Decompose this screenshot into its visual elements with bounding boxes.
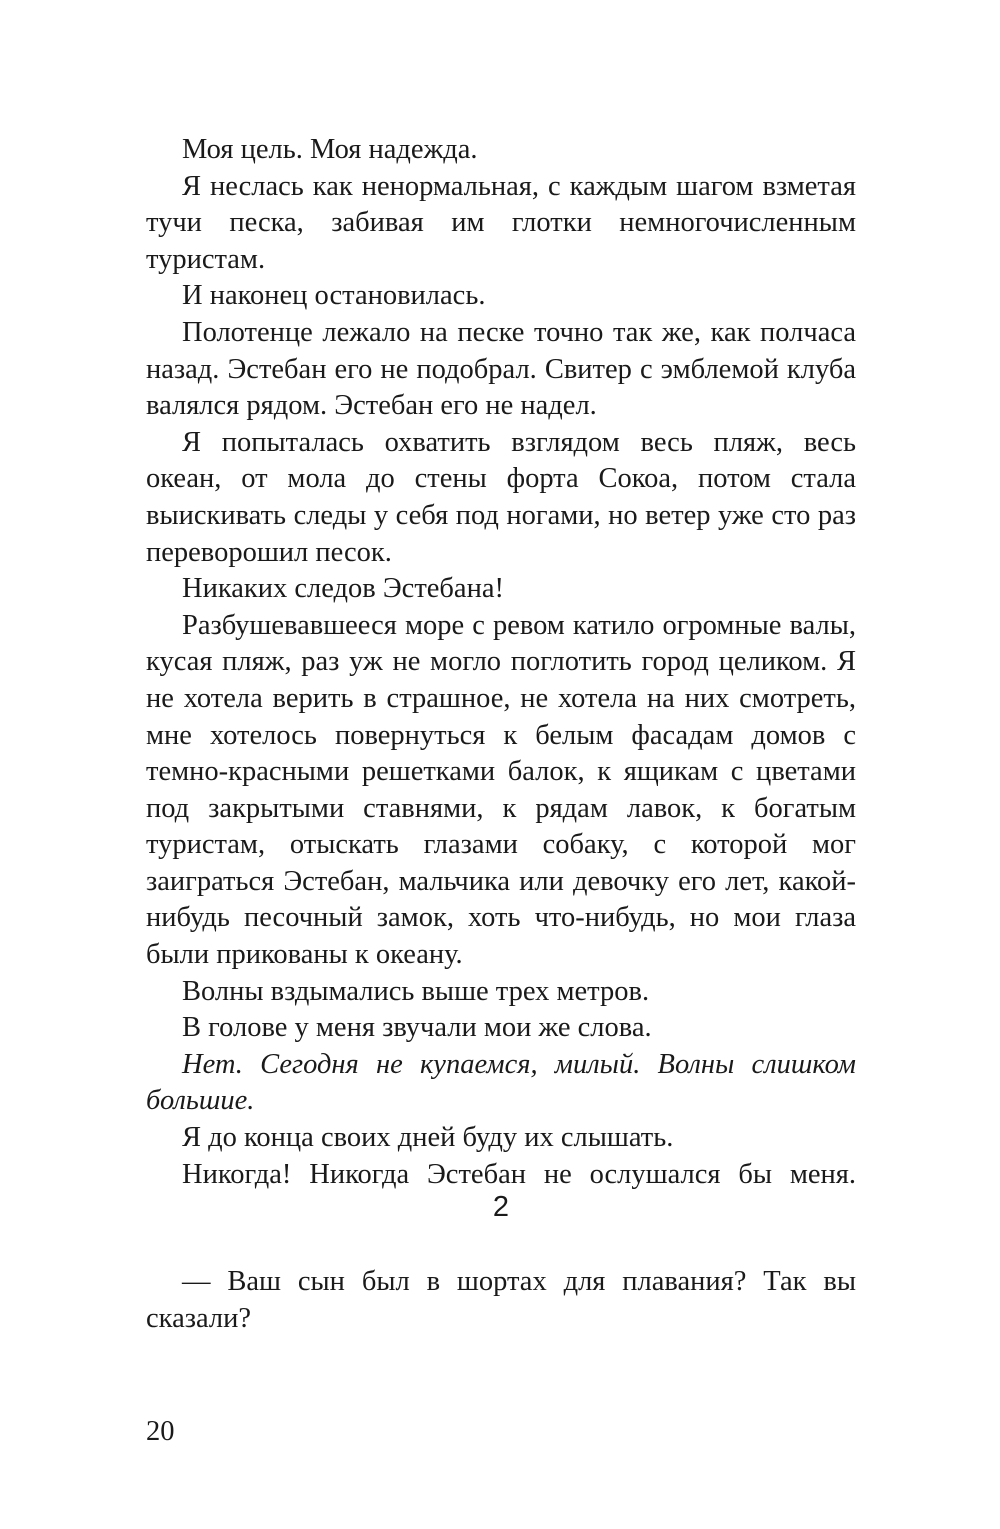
paragraph: В голове у меня звучали мои же слова. bbox=[182, 1012, 652, 1044]
paragraph: Моя цель. Моя надежда. bbox=[182, 134, 478, 165]
main-text-block bbox=[146, 132, 856, 1193]
chapter-number: 2 bbox=[492, 1191, 510, 1223]
paragraph: Я неслась как ненормальная, с каждым шагом взметая тучи песка, забивая им глотки немногочисленным туристам. bbox=[146, 170, 856, 275]
italic-paragraph: Нет. Сегодня не купаемся, милый. Волны слишком большие. bbox=[146, 1048, 856, 1117]
chapter-text-block bbox=[146, 1264, 856, 1337]
paragraph: Я до конца своих дней буду их слышать. bbox=[182, 1122, 674, 1154]
paragraph: Никаких следов Эстебана! bbox=[182, 573, 504, 605]
paragraph: Разбушевавшееся море с ревом катило огромные валы, кусая пляж, раз уж не могло поглотить город целиком. Я не хотела верить в страшное, не хотела на них смотреть, мне хотелось повернуться к белым фасадам домов с темно-красными решетками балок, к ящикам с цветами под закрытыми ставнями, к рядам лавок, к богатым туристам, отыскать глазами собаку, с которой мог заиграться Эстебан, мальчика или девочку его лет, какой-нибудь песочный замок, хоть что-нибудь, но мои глаза были прикованы к океану. bbox=[146, 609, 856, 971]
dialogue-paragraph: — Ваш сын был в шортах для плавания? Так вы сказали? bbox=[146, 1266, 856, 1334]
paragraph: Полотенце лежало на песке точно так же, как полчаса назад. Эстебан его не подобрал. Свитер с эмблемой клуба валялся рядом. Эстебан его не надел. bbox=[146, 316, 856, 422]
paragraph: Никогда! Никогда Эстебан не ослушался бы меня. bbox=[182, 1158, 856, 1190]
paragraph: И наконец остановилась. bbox=[182, 280, 486, 312]
paragraph: Я попыталась охватить взглядом весь пляж, весь океан, от мола до стены форта Сокоа, потом стала выискивать следы у себя под ногами, но ветер уже сто раз переворошил песок. bbox=[146, 426, 856, 568]
page-number: 20 bbox=[146, 1416, 175, 1447]
paragraph: Волны вздымались выше трех метров. bbox=[182, 975, 650, 1007]
